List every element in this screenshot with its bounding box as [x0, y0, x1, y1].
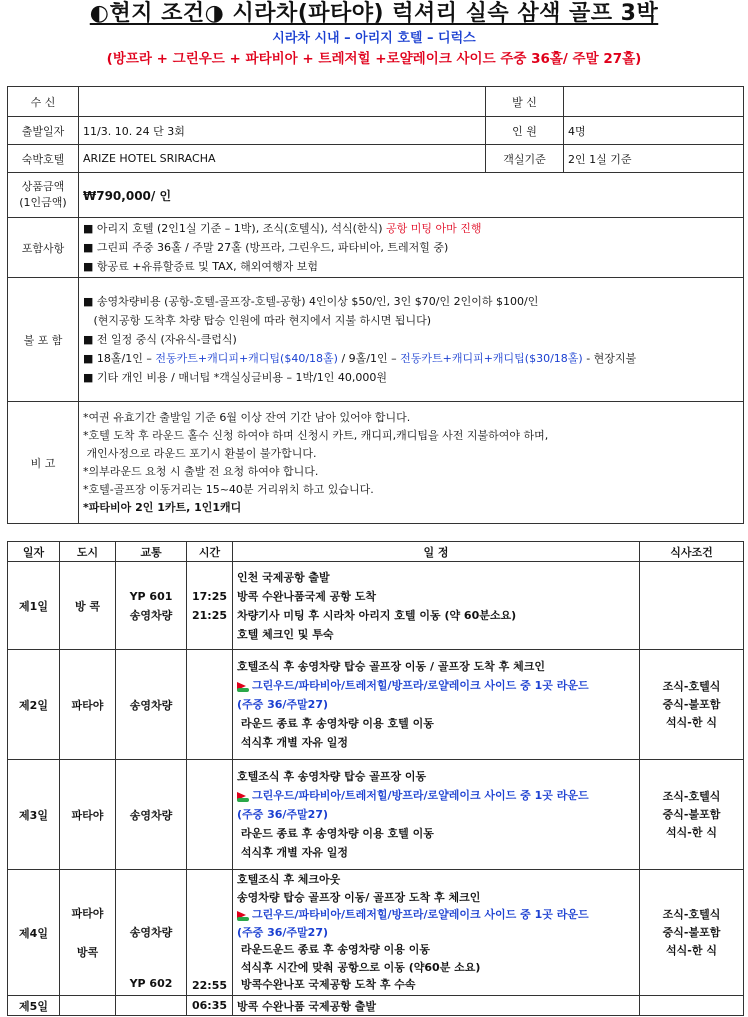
day3-city: 파타야 — [60, 760, 116, 870]
document-title: ◐현지 조건◑ 시라차(파타야) 럭셔리 실속 삼색 골프 3박 — [89, 1, 659, 26]
day2-meals: 조식-호텔식 중식-불포함 석식-한 식 — [640, 650, 744, 760]
row-remarks — [8, 402, 744, 524]
day5-meals — [640, 996, 744, 1016]
row-excluded — [8, 278, 744, 402]
excluded-label: 불 포 함 — [8, 278, 79, 402]
remark-item-bold: *파타비아 2인 1카트, 1인1캐디 — [83, 500, 242, 514]
remarks-list — [79, 402, 744, 524]
persons-value: 4명 — [564, 117, 744, 145]
schedule-row-day4 — [8, 870, 744, 996]
header-day: 일자 — [8, 542, 60, 562]
price-label: 상품금액 (1인금액) — [8, 173, 79, 218]
day5-city — [60, 996, 116, 1016]
recipient-label: 수 신 — [8, 87, 79, 117]
subtitle-hotel: 시라차 시내 – 아리지 호텔 – 디럭스 — [272, 31, 476, 46]
included-item: ■ 그린피 주중 36홀 / 주말 27홀 (방프라, 그린우드, 파타비아, 트레저힐 중) — [83, 241, 449, 254]
day3-day: 제3일 — [8, 760, 60, 870]
schedule-row-day3 — [8, 760, 744, 870]
golf-flag-icon — [237, 682, 251, 690]
remark-item: *의부라운드 요청 시 출발 전 요청 하여야 합니다. — [83, 464, 319, 478]
day4-transport: 송영차량 YP 602 — [116, 870, 187, 996]
golf-flag-icon — [237, 911, 251, 919]
header-transport: 교통 — [116, 542, 187, 562]
room-value: 2인 1실 기준 — [564, 145, 744, 173]
row-hotel — [8, 145, 744, 173]
day3-itinerary: 호텔조식 후 송영차량 탑승 골프장 이동 그린우드/파타비아/트레저힐/방프라/로얄레이크 사이드 중 1곳 라운드 (주중 36/주말27) 라운드 종료 후 송영차량 이용 호텔 이동 석식후 개별 자유 일정 — [233, 760, 640, 870]
day3-transport: 송영차량 — [116, 760, 187, 870]
row-price — [8, 173, 744, 218]
day1-meals — [640, 562, 744, 650]
schedule-row-day5 — [8, 996, 744, 1016]
day2-city: 파타야 — [60, 650, 116, 760]
remark-item: 개인사정으로 라운드 포기시 환불이 불가합니다. — [83, 446, 317, 460]
day5-transport — [116, 996, 187, 1016]
info-table — [7, 86, 744, 524]
included-item: ■ 아리지 호텔 (2인1실 기준 – 1박), 조식(호텔식), 석식(한식) 공항 미팅 아마 진행 — [83, 222, 482, 235]
excluded-caddy-fees: ■ 18홀/1인 – 전동카트+캐디피+캐디팁($40/18홀) / 9홀/1인 – 전동카트+캐디피+캐디팁($30/18홀) - 현장지불 — [83, 352, 637, 365]
price-value: ₩790,000/ 인 — [79, 173, 744, 218]
excluded-list — [79, 278, 744, 402]
day1-time: 17:25 21:25 — [187, 562, 233, 650]
document-header — [0, 0, 748, 69]
included-label: 포함사항 — [8, 218, 79, 278]
persons-label: 인 원 — [486, 117, 564, 145]
departure-label: 출발일자 — [8, 117, 79, 145]
hotel-value: ARIZE HOTEL SRIRACHA — [79, 145, 486, 173]
day2-itinerary: 호텔조식 후 송영차량 탑승 골프장 이동 / 골프장 도착 후 체크인 그린우드/파타비아/트레저힐/방프라/로얄레이크 사이드 중 1곳 라운드 (주중 36/주말27) 라운드 종료 후 송영차량 이용 호텔 이동 석식후 개별 자유 일정 — [233, 650, 640, 760]
day4-city: 파타야 방콕 — [60, 870, 116, 996]
departure-value: 11/3. 10. 24 단 3회 — [79, 117, 486, 145]
remark-item: *호텔-골프장 이동거리는 15~40분 거리위치 하고 있습니다. — [83, 482, 374, 496]
day4-time: 22:55 — [187, 870, 233, 996]
day2-day: 제2일 — [8, 650, 60, 760]
schedule-row-day2 — [8, 650, 744, 760]
subtitle-courses: (방프라 + 그린우드 + 파타비아 + 트레저힐 +로얄레이크 사이드 주중 36홀/ 주말 27홀) — [106, 51, 642, 67]
row-included — [8, 218, 744, 278]
day1-city: 방 콕 — [60, 562, 116, 650]
header-itinerary: 일 정 — [233, 542, 640, 562]
day4-itinerary: 호텔조식 후 체크아웃 송영차량 탑승 골프장 이동/ 골프장 도착 후 체크인 그린우드/파타비아/트레저힐/방프라/로얄레이크 사이드 중 1곳 라운드 (주중 36/주말27) 라운드운드 종료 후 송영차량 이용 이동 석식후 시간에 맞춰 공항으로 이동 (약60분 소요) 방콕수완나포 국제공항 도착 후 수속 — [233, 870, 640, 996]
schedule-table — [7, 541, 744, 1016]
schedule-row-day1 — [8, 562, 744, 650]
day4-day: 제4일 — [8, 870, 60, 996]
room-label: 객실기준 — [486, 145, 564, 173]
day1-transport: YP 601 송영차량 — [116, 562, 187, 650]
excluded-item: (현지공항 도착후 차량 탑승 인원에 따라 현지에서 지불 하시면 됩니다) — [83, 314, 432, 327]
header-meals: 식사조건 — [640, 542, 744, 562]
header-time: 시간 — [187, 542, 233, 562]
day3-meals: 조식-호텔식 중식-불포함 석식-한 식 — [640, 760, 744, 870]
row-recipient — [8, 87, 744, 117]
included-item: ■ 항공료 +유류할증료 및 TAX, 해외여행자 보험 — [83, 260, 319, 273]
day3-time — [187, 760, 233, 870]
golf-flag-icon — [237, 792, 251, 800]
remark-item: *여권 유효기간 출발일 기준 6월 이상 잔여 기간 남아 있어야 합니다. — [83, 410, 411, 424]
day5-time: 06:35 — [187, 996, 233, 1016]
excluded-item: ■ 송영차량비용 (공항-호텔-골프장-호텔-공항) 4인이상 $50/인, 3인 $70/인 2인이하 $100/인 — [83, 295, 539, 308]
day5-itinerary: 방콕 수완나품 국제공항 출발 — [233, 996, 640, 1016]
excluded-item: ■ 기타 개인 비용 / 매너팁 *객실싱글비용 – 1박/1인 40,000원 — [83, 371, 388, 384]
remark-item: *호텔 도착 후 라운드 홀수 신청 하여야 하며 신청시 카트, 캐디피,캐디팁을 사전 지불하여야 하며, — [83, 428, 549, 442]
excluded-item: ■ 전 일정 중식 (자유식-클럽식) — [83, 333, 237, 346]
day1-day: 제1일 — [8, 562, 60, 650]
recipient-value — [79, 87, 486, 117]
day1-itinerary: 인천 국제공항 출발 방콕 수완나품국제 공항 도착 차량기사 미팅 후 시라차 아리지 호텔 이동 (약 60분소요) 호텔 체크인 및 투숙 — [233, 562, 640, 650]
sender-label: 발 신 — [486, 87, 564, 117]
day5-day: 제5일 — [8, 996, 60, 1016]
day2-transport: 송영차량 — [116, 650, 187, 760]
day2-time — [187, 650, 233, 760]
row-departure — [8, 117, 744, 145]
day4-meals: 조식-호텔식 중식-불포함 석식-한 식 — [640, 870, 744, 996]
hotel-label: 숙박호텔 — [8, 145, 79, 173]
schedule-header-row — [8, 542, 744, 562]
remarks-label: 비 고 — [8, 402, 79, 524]
included-list — [79, 218, 744, 278]
sender-value — [564, 87, 744, 117]
header-city: 도시 — [60, 542, 116, 562]
